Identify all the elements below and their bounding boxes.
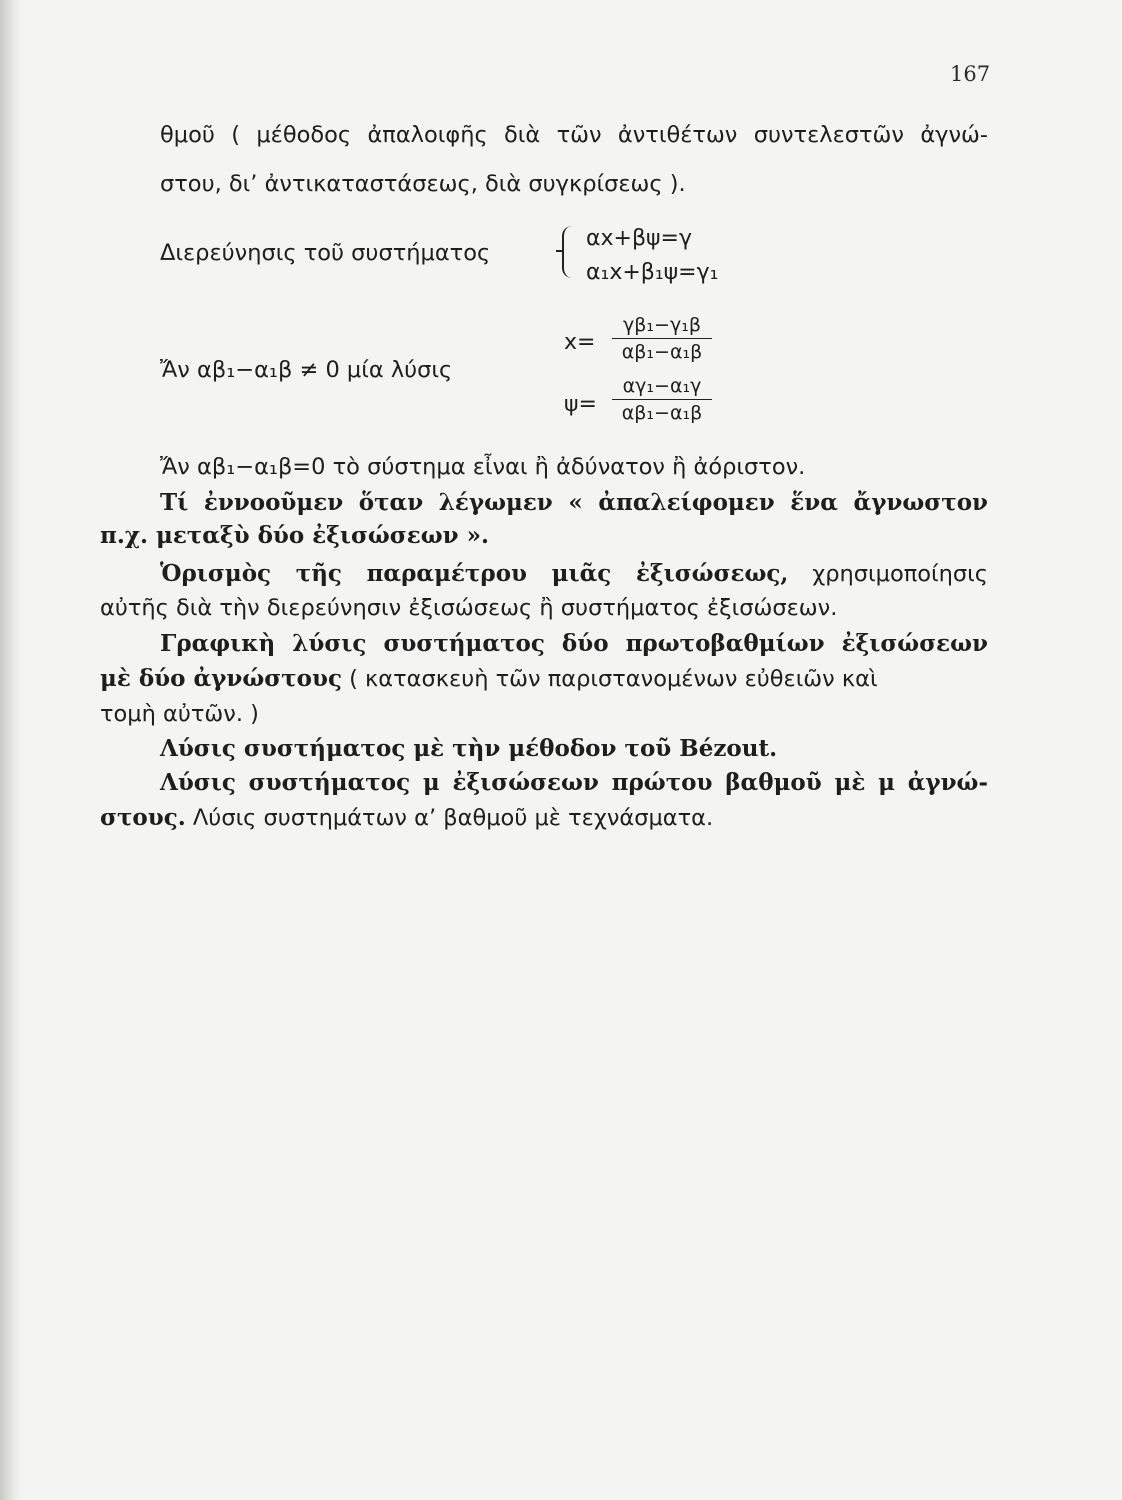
graphical-solution-line-2 — [100, 667, 878, 691]
y-denominator: αβ₁−α₁β — [621, 402, 703, 424]
parameter-definition-rest: χρησιμοποίησις — [788, 561, 988, 587]
intro-line-1: θμοῦ ( μέθοδος ἀπαλοιφῆς διὰ τῶν ἀντιθέτων συντελεστῶν ἀγνώ- — [160, 122, 988, 148]
page-number: 167 — [950, 62, 991, 86]
system-brace — [562, 226, 576, 278]
parameter-definition-line-1 — [160, 562, 988, 586]
mu-equations-bold: στους. — [100, 804, 186, 831]
mu-equations-rest: Λύσις συστημάτων α’ βαθμοῦ μὲ τεχνάσματα. — [185, 805, 714, 831]
parameter-definition-line-2: αὐτῆς διὰ τὴν διερεύνησιν ἐξισώσεως ἢ συστήματος ἐξισώσεων. — [100, 595, 838, 621]
binding-shadow — [0, 0, 22, 1500]
y-label: ψ= — [564, 392, 597, 417]
elimination-meaning-line-2: π.χ. μεταξὺ δύο ἐξισώσεων ». — [100, 522, 489, 549]
x-label: x= — [564, 330, 596, 355]
zero-determinant-case: Ἄν αβ₁−α₁β=0 τὸ σύστημα εἶναι ἢ ἀδύνατον ἢ ἀόριστον. — [160, 454, 806, 480]
parameter-definition-bold: Ὁρισμὸς τῆς παραμέτρου μιᾶς ἐξισώσεως, — [160, 560, 789, 587]
bezout-method: Λύσις συστήματος μὲ τὴν μέθοδον τοῦ Bézout. — [160, 735, 778, 762]
graphical-solution-line-3: τομὴ αὐτῶν. ) — [100, 701, 259, 727]
x-denominator: αβ₁−α₁β — [621, 341, 703, 363]
mu-equations-line-1: Λύσις συστήματος μ ἐξισώσεων πρώτου βαθμοῦ μὲ μ ἀγνώ- — [160, 769, 988, 796]
unique-solution-condition: Ἄν αβ₁−α₁β ≠ 0 μία λύσις — [160, 357, 453, 383]
elimination-meaning-line-1: Τί ἐννοοῦμεν ὅταν λέγωμεν « ἀπαλείφομεν ἕνα ἄγνωστον — [160, 489, 988, 516]
mu-equations-line-2 — [100, 806, 713, 830]
system-equation-1: αx+βψ=γ — [586, 226, 692, 251]
y-numerator: αγ₁−α₁γ — [612, 375, 712, 400]
system-equation-2: α₁x+β₁ψ=γ₁ — [586, 260, 719, 285]
intro-line-2: στου, δι’ ἀντικαταστάσεως, διὰ συγκρίσεως ). — [160, 171, 686, 197]
x-fraction — [612, 314, 712, 363]
graphical-solution-line-1: Γραφικὴ λύσις συστήματος δύο πρωτοβαθμίων ἐξισώσεων — [160, 630, 988, 657]
x-numerator: γβ₁−γ₁β — [612, 314, 712, 339]
y-fraction — [612, 375, 712, 424]
system-label: Διερεύνησις τοῦ συστήματος — [160, 240, 491, 266]
graphical-solution-bold: μὲ δύο ἀγνώστους — [100, 665, 342, 692]
graphical-solution-rest: ( κατασκευὴ τῶν παριστανομένων εὐθειῶν καὶ — [341, 666, 878, 692]
